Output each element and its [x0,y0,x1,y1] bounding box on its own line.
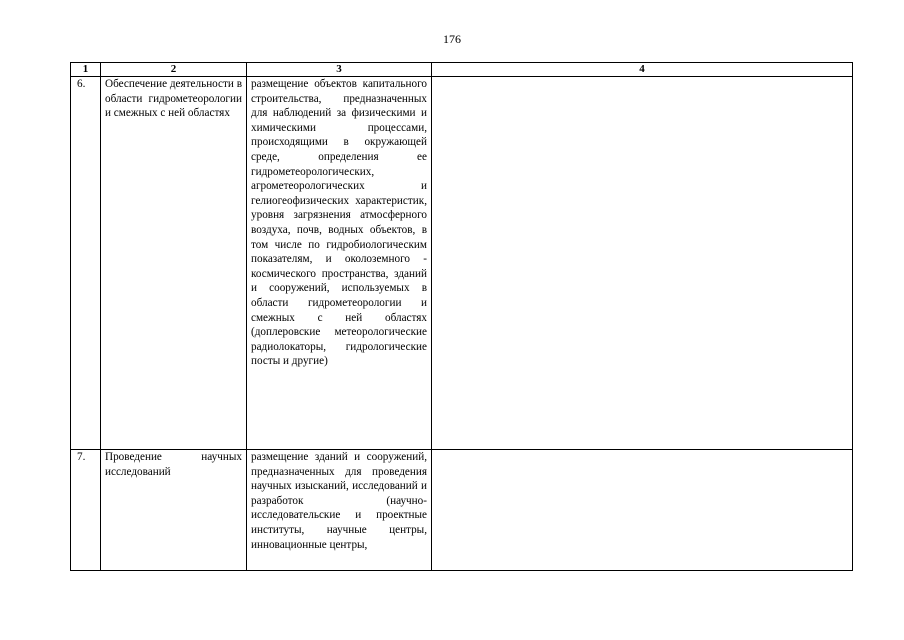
table-header-row [71,63,853,77]
land-use-code [432,450,853,571]
land-use-name: Обеспечение деятельности в области гидрометеорологии и смежных с ней областях [101,77,247,450]
land-use-description: размещение объектов капитального строительства, предназначенных для наблюдений за физическими и химическими процессами, происходящими в окружающей среде, определения ее гидрометеорологических, агрометеорологических и гелиогеофизических характеристик, уровня загрязнения атмосферного воздуха, почв, водных объектов, в том числе по гидробиологическим показателям, и околоземного - космического пространства, зданий и сооружений, используемых в области гидрометеорологии и смежных с ней областях (доплеровские метеорологические радиолокаторы, гидрологические посты и другие) [247,77,432,450]
page-number: 176 [443,32,461,46]
table-row [71,450,853,571]
column-header-1: 1 [71,63,101,77]
land-use-table [70,62,853,571]
land-use-code [432,77,853,450]
land-use-name: Проведение научных исследований [101,450,247,571]
column-header-4: 4 [432,63,853,77]
column-header-3: 3 [247,63,432,77]
land-use-description: размещение зданий и сооружений, предназначенных для проведения научных изысканий, исследований и разработок (научно-исследовательские и проектные институты, научные центры, инновационные центры, [247,450,432,571]
row-number: 7. [71,450,101,571]
table-row [71,77,853,450]
row-number: 6. [71,77,101,450]
column-header-2: 2 [101,63,247,77]
